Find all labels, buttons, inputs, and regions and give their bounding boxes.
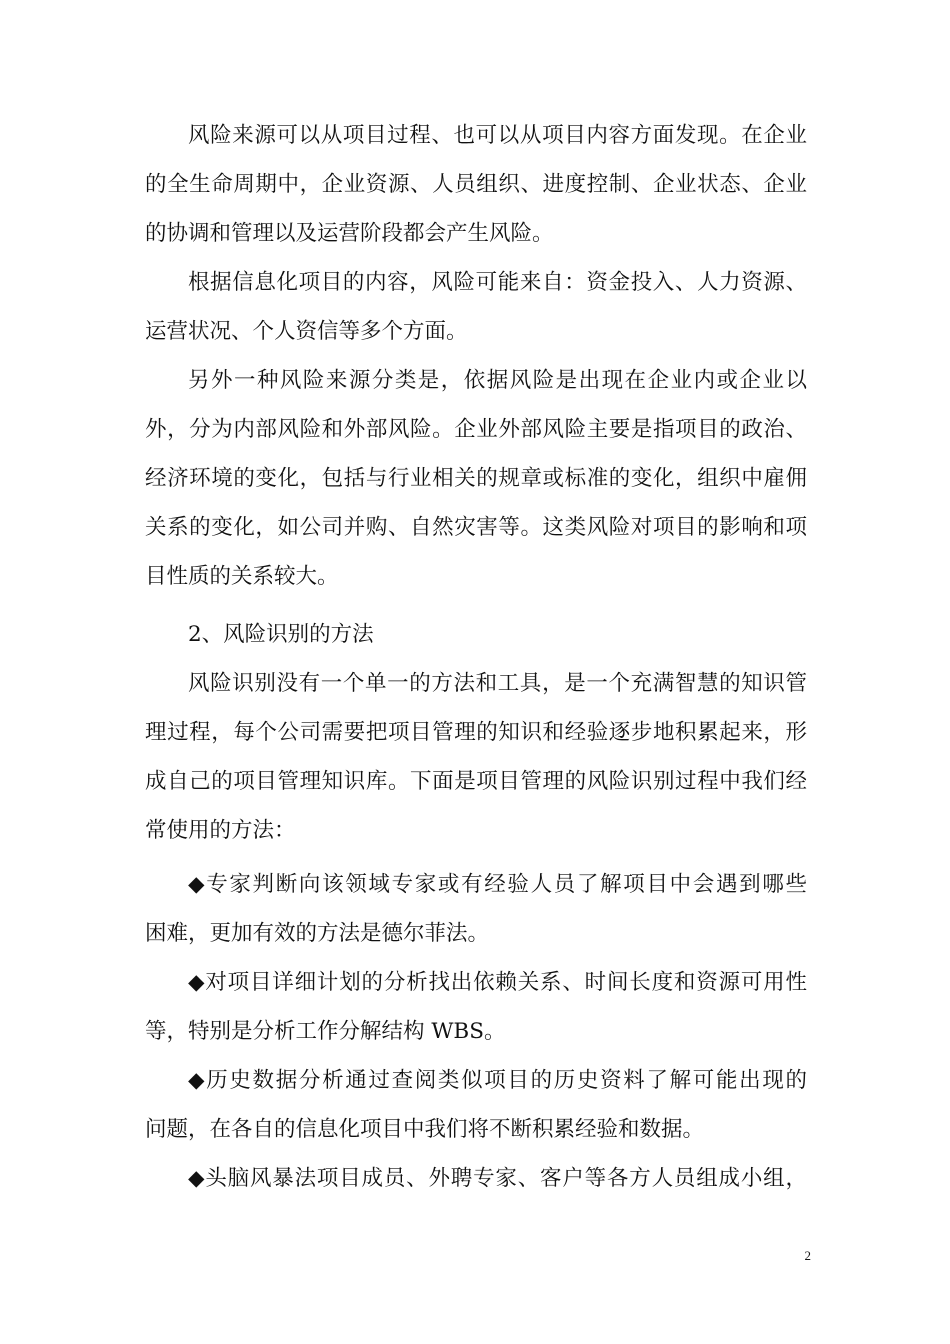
paragraph-line: 风险识别没有一个单一的方法和工具，是一个充满智慧的知识管 xyxy=(188,671,807,696)
paragraph-line: 目性质的关系较大。 xyxy=(145,564,339,589)
paragraph-line: 风险来源可以从项目过程、也可以从项目内容方面发现。在企业 xyxy=(188,123,807,148)
bullet-item-line: 问题，在各自的信息化项目中我们将不断积累经验和数据。 xyxy=(145,1117,705,1142)
paragraph-line: 经济环境的变化，包括与行业相关的规章或标准的变化，组织中雇佣 xyxy=(145,466,807,491)
paragraph-line: 常使用的方法： xyxy=(145,818,296,843)
paragraph-line: 理过程，每个公司需要把项目管理的知识和经验逐步地积累起来，形 xyxy=(145,720,807,745)
paragraph-line: 的协调和管理以及运营阶段都会产生风险。 xyxy=(145,221,554,246)
bullet-item-line: ◆专家判断向该领域专家或有经验人员了解项目中会遇到哪些 xyxy=(188,872,807,897)
paragraph-line: 关系的变化，如公司并购、自然灾害等。这类风险对项目的影响和项 xyxy=(145,515,807,540)
paragraph-line: 的全生命周期中，企业资源、人员组织、进度控制、企业状态、企业 xyxy=(145,172,807,197)
paragraph-line: 另外一种风险来源分类是，依据风险是出现在企业内或企业以 xyxy=(188,368,807,393)
bullet-item-line: ◆对项目详细计划的分析找出依赖关系、时间长度和资源可用性 xyxy=(188,970,807,995)
paragraph-line: 根据信息化项目的内容，风险可能来自：资金投入、人力资源、 xyxy=(188,270,807,295)
paragraph-line: 外，分为内部风险和外部风险。企业外部风险主要是指项目的政治、 xyxy=(145,417,807,442)
section-heading: 2、风险识别的方法 xyxy=(188,622,374,647)
page-number: 2 xyxy=(804,1248,811,1263)
bullet-item-line: 困难，更加有效的方法是德尔菲法。 xyxy=(145,921,490,946)
paragraph-line: 运营状况、个人资信等多个方面。 xyxy=(145,319,468,344)
paragraph-line: 成自己的项目管理知识库。下面是项目管理的风险识别过程中我们经 xyxy=(145,769,807,794)
bullet-item-line: ◆历史数据分析通过查阅类似项目的历史资料了解可能出现的 xyxy=(188,1068,807,1093)
bullet-item-line: ◆头脑风暴法项目成员、外聘专家、客户等各方人员组成小组， xyxy=(188,1166,807,1191)
bullet-item-line: 等，特别是分析工作分解结构 WBS。 xyxy=(145,1019,506,1044)
